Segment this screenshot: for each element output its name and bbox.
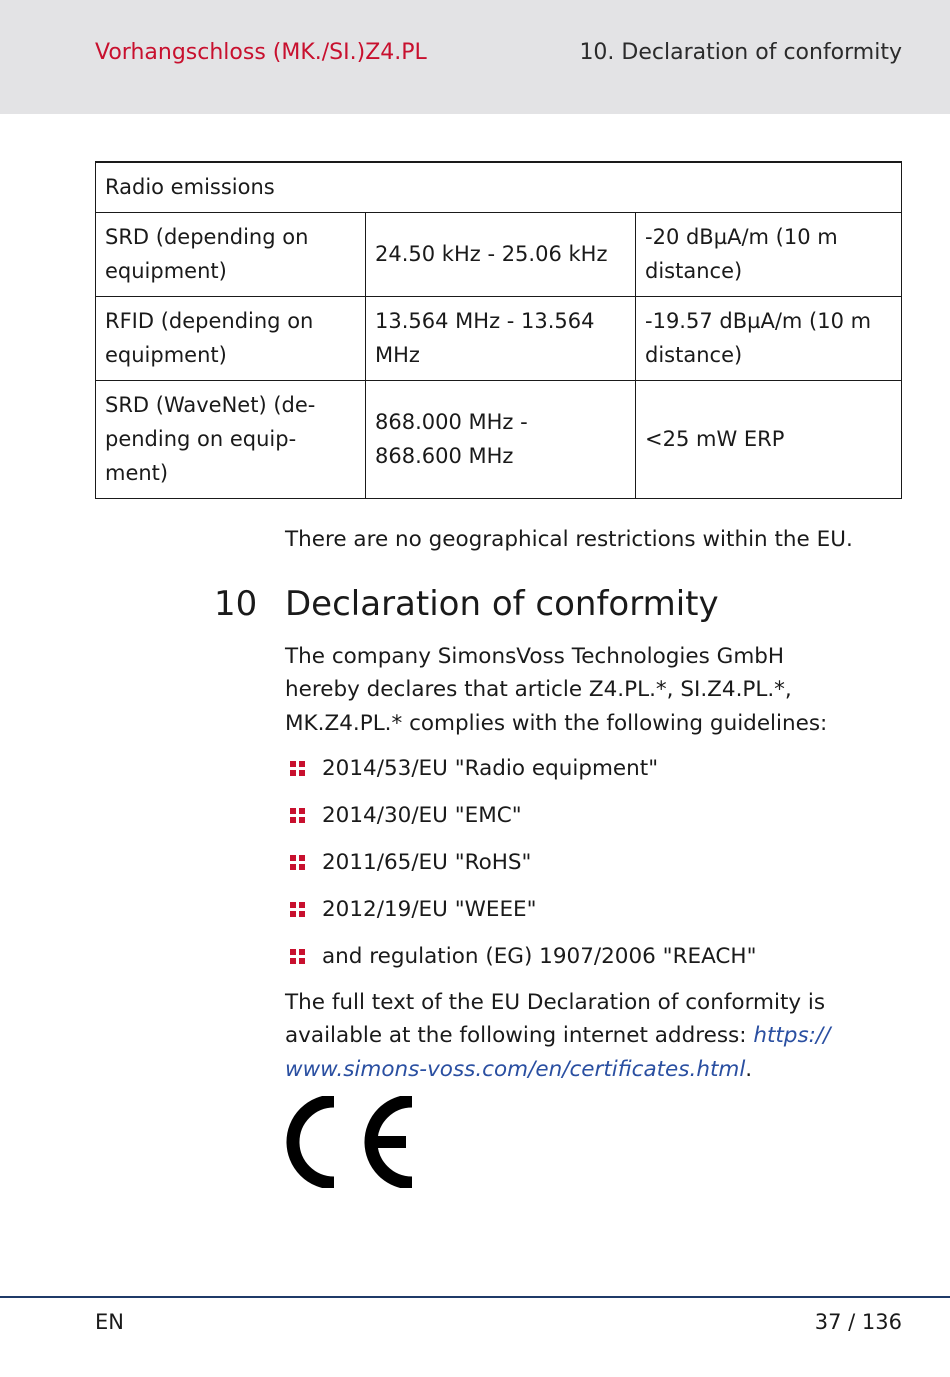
certificates-link-part1[interactable]: https://	[753, 1023, 831, 1048]
section-heading: Declaration of conformity	[285, 584, 719, 624]
fulltext-line: The full text of the EU Declaration of conformity is	[285, 990, 826, 1015]
footer-language: EN	[95, 1310, 124, 1334]
table-caption: Radio emissions	[96, 162, 902, 213]
bullet-icon	[290, 949, 306, 965]
intro-line: MK.Z4.PL.* complies with the following guidelines:	[285, 711, 828, 736]
section-number: 10	[214, 584, 258, 624]
fulltext-line-text: available at the following internet address:	[285, 1023, 754, 1048]
table-cell-frequency: 868.000 MHz - 868.600 MHz	[366, 381, 636, 499]
table-row	[96, 213, 902, 297]
product-title: Vorhangschloss (MK./SI.)Z4.PL	[95, 40, 427, 65]
guideline-text: 2011/65/EU "RoHS"	[322, 850, 532, 875]
table-cell-type: RFID (depending on equipment)	[96, 297, 366, 381]
page-number: 37 / 136	[814, 1310, 902, 1334]
list-item	[288, 940, 757, 987]
link-end-punctuation: .	[745, 1057, 753, 1082]
guideline-text: 2014/30/EU "EMC"	[322, 803, 522, 828]
guideline-text: and regulation (EG) 1907/2006 "REACH"	[322, 944, 757, 969]
section-title: 10. Declaration of conformity	[579, 40, 902, 65]
bullet-icon	[290, 761, 306, 777]
table-row	[96, 297, 902, 381]
table-cell-type: SRD (WaveNet) (de- pending on equip- ment)	[96, 381, 366, 499]
intro-line: hereby declares that article Z4.PL.*, SI.Z4.PL.*,	[285, 677, 792, 702]
list-item	[288, 846, 757, 893]
page-header	[0, 0, 950, 114]
list-item	[288, 752, 757, 799]
ce-mark-icon	[284, 1096, 414, 1188]
table-cell-power: <25 mW ERP	[636, 381, 902, 499]
bullet-icon	[290, 808, 306, 824]
certificates-link-part2[interactable]: www.simons-voss.com/en/certificates.html	[285, 1057, 746, 1082]
intro-line: The company SimonsVoss Technologies GmbH	[285, 644, 785, 669]
bullet-icon	[290, 902, 306, 918]
fulltext-line	[285, 1053, 885, 1087]
footer-divider	[0, 1296, 950, 1298]
list-item	[288, 799, 757, 846]
radio-emissions-table	[95, 161, 902, 499]
table-row	[96, 381, 902, 499]
guideline-list	[288, 752, 757, 987]
fulltext-line	[285, 1019, 885, 1053]
table-cell-frequency: 24.50 kHz - 25.06 kHz	[366, 213, 636, 297]
table-cell-type: SRD (depending on equipment)	[96, 213, 366, 297]
guideline-text: 2014/53/EU "Radio equipment"	[322, 756, 659, 781]
list-item	[288, 893, 757, 940]
bullet-icon	[290, 855, 306, 871]
table-cell-frequency: 13.564 MHz - 13.564 MHz	[366, 297, 636, 381]
table-cell-power: -20 dBµA/m (10 m distance)	[636, 213, 902, 297]
eu-restriction-note: There are no geographical restrictions within the EU.	[285, 527, 853, 552]
table-cell-power: -19.57 dBµA/m (10 m distance)	[636, 297, 902, 381]
guideline-text: 2012/19/EU "WEEE"	[322, 897, 537, 922]
